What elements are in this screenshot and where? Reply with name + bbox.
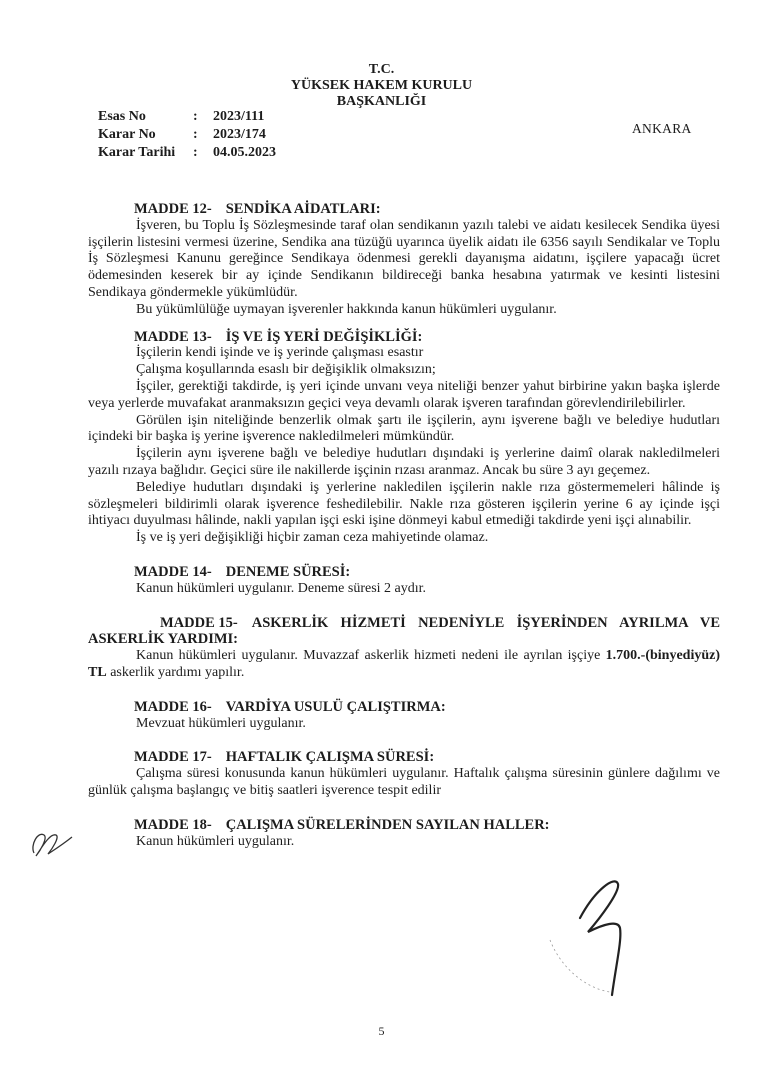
article-title: DENEME SÜRESİ:: [225, 563, 351, 580]
article-title: SENDİKA AİDATLARI:: [225, 201, 381, 217]
article-number: MADDE 17-: [134, 749, 212, 766]
esas-label: Esas No: [98, 109, 146, 124]
article-15-paragraph-1: [88, 648, 720, 682]
article-13-paragraph-6: Belediye hudutları dışındaki iş yerlerine nakledilen işçilerin nakle rıza göstermemeleri hâlinde iş sözleşmeleri bildirimli olarak işverence feshedilebilir. Nakle rıza gösteren işçilerin yerine 6 ay içinde işçi ihtiyacı duyulması hâlinde, nakli yapılan işçi eski işine dönmeyi kabul etmediği takdirde yeni işçi alınabilir.: [88, 479, 720, 529]
article-12-paragraph-2: Bu yükümlülüğe uymayan işverenler hakkında kanun hükümleri uygulanır.: [136, 301, 557, 317]
article-14-paragraph-1: Kanun hükümleri uygulanır. Deneme süresi 2 aydır.: [136, 580, 427, 596]
initials-signature: [28, 823, 76, 863]
article-number: MADDE 15-: [160, 614, 238, 631]
article-13-paragraph-1: İşçilerin kendi işinde ve iş yerinde çalışması esastır: [136, 345, 424, 361]
meta-separator: :: [193, 145, 198, 160]
article-18-heading: [134, 817, 720, 834]
article-title: HAFTALIK ÇALIŞMA SÜRESİ:: [225, 749, 435, 766]
article-15-amount: 1.700.-(binyediyüz) TL: [88, 648, 720, 680]
article-17-heading: [134, 749, 720, 766]
article-number: MADDE 14-: [134, 563, 212, 580]
article-13-paragraph-3: İşçiler, gerektiği takdirde, iş yeri içinde unvanı veya niteliği benzer yahut birbirine yakın başka işlerde veya yerlerde muvafakat aranmaksızın geçici veya devamlı olarak işveren tarafından görevlendirilebilirler.: [88, 378, 720, 411]
tarih-label: Karar Tarihi: [98, 145, 176, 160]
article-12-heading: [134, 201, 720, 218]
article-title: ÇALIŞMA SÜRELERİNDEN SAYILAN HALLER:: [225, 816, 550, 833]
karar-value: 2023/174: [213, 127, 266, 142]
meta-separator: :: [193, 127, 198, 142]
handwritten-signature: [540, 870, 660, 1010]
article-18-paragraph-1: Kanun hükümleri uygulanır.: [136, 833, 295, 849]
case-meta: [98, 108, 276, 162]
article-15-text-c: askerlik yardımı yapılır.: [106, 664, 245, 680]
meta-separator: :: [193, 109, 198, 124]
article-title: VARDİYA USULÜ ÇALIŞTIRMA:: [225, 698, 446, 715]
document-body: [88, 192, 720, 850]
article-17-paragraph-1: Çalışma süresi konusunda kanun hükümleri uygulanır. Haftalık çalışma süresinin günlere dağılımı ve günlük çalışma başlangıç ve bitiş saatleri işverence tespit edilir: [88, 766, 720, 798]
document-header: [0, 62, 763, 110]
article-13-paragraph-2: Çalışma koşullarında esaslı bir değişiklik olmaksızın;: [136, 362, 436, 378]
article-13-paragraph-5: İşçilerin aynı işverene bağlı ve belediye hudutları dışındaki iş yerlerine daimî olarak nakledilmeleri yazılı rızaya bağlıdır. Geçici süre ile nakillerde işçinin rızası aranmaz. Ancak bu süre 3 ayı geçemez.: [88, 446, 720, 478]
article-13-paragraph-7: İş ve iş yeri değişikliği hiçbir zaman ceza mahiyetinde olamaz.: [136, 530, 489, 546]
article-14-heading: [134, 564, 720, 581]
article-15-text-a: Kanun hükümleri uygulanır. Muvazzaf askerlik hizmeti nedeni ile ayrılan işçiye: [136, 648, 606, 664]
article-number: MADDE 12-: [134, 201, 212, 217]
page-number: 5: [378, 1024, 385, 1038]
city-name: ANKARA: [632, 121, 692, 136]
header-presidency: BAŞKANLIĞI: [336, 94, 427, 109]
article-13-paragraph-4: Görülen işin niteliğinde benzerlik olmak şartı ile işçilerin, aynı işverene bağlı ve belediye hudutları içindeki bir başka iş yerine işverence nakledilmeleri mümkündür.: [88, 412, 720, 445]
esas-row: [98, 108, 276, 126]
article-title: İŞ VE İŞ YERİ DEĞİŞİKLİĞİ:: [225, 328, 423, 345]
article-number: MADDE 16-: [134, 698, 212, 715]
article-12-paragraph-1: İşveren, bu Toplu İş Sözleşmesinde taraf olan sendikanın yazılı talebi ve aidatı kesilecek Sendika üyesi işçilerin listesini vermesi üzerine, Sendika ana tüzüğü uyarınca üyelik aidatı ile 6356 sayılı Sendikalar ve Toplu İş Sözleşmesi Kanunu gereğince Sendikaya ödenmesi gerekli dayanışma aidatını, işçilere yapacağı ücret ödemesinden keserek bir ay içinde Sendikanın bildireceği banka hesabına yatırmak ve kesinti listesini Sendikaya göndermekle yükümlüdür.: [88, 217, 720, 300]
header-institution: YÜKSEK HAKEM KURULU: [290, 78, 473, 93]
article-16-heading: [134, 699, 720, 716]
esas-value: 2023/111: [213, 109, 265, 124]
tarih-value: 04.05.2023: [213, 145, 276, 160]
header-tc: T.C.: [368, 62, 395, 77]
article-title: ASKERLİK HİZMETİ NEDENİYLE İŞYERİNDEN AYRILMA VE ASKERLİK YARDIMI:: [88, 614, 720, 648]
article-15-heading: [88, 615, 720, 649]
article-number: MADDE 13-: [134, 328, 212, 345]
karar-label: Karar No: [98, 127, 156, 142]
article-number: MADDE 18-: [134, 816, 212, 833]
article-16-paragraph-1: Mevzuat hükümleri uygulanır.: [136, 715, 306, 731]
tarih-row: [98, 144, 276, 162]
karar-row: [98, 126, 276, 144]
article-13-heading: [134, 329, 720, 346]
